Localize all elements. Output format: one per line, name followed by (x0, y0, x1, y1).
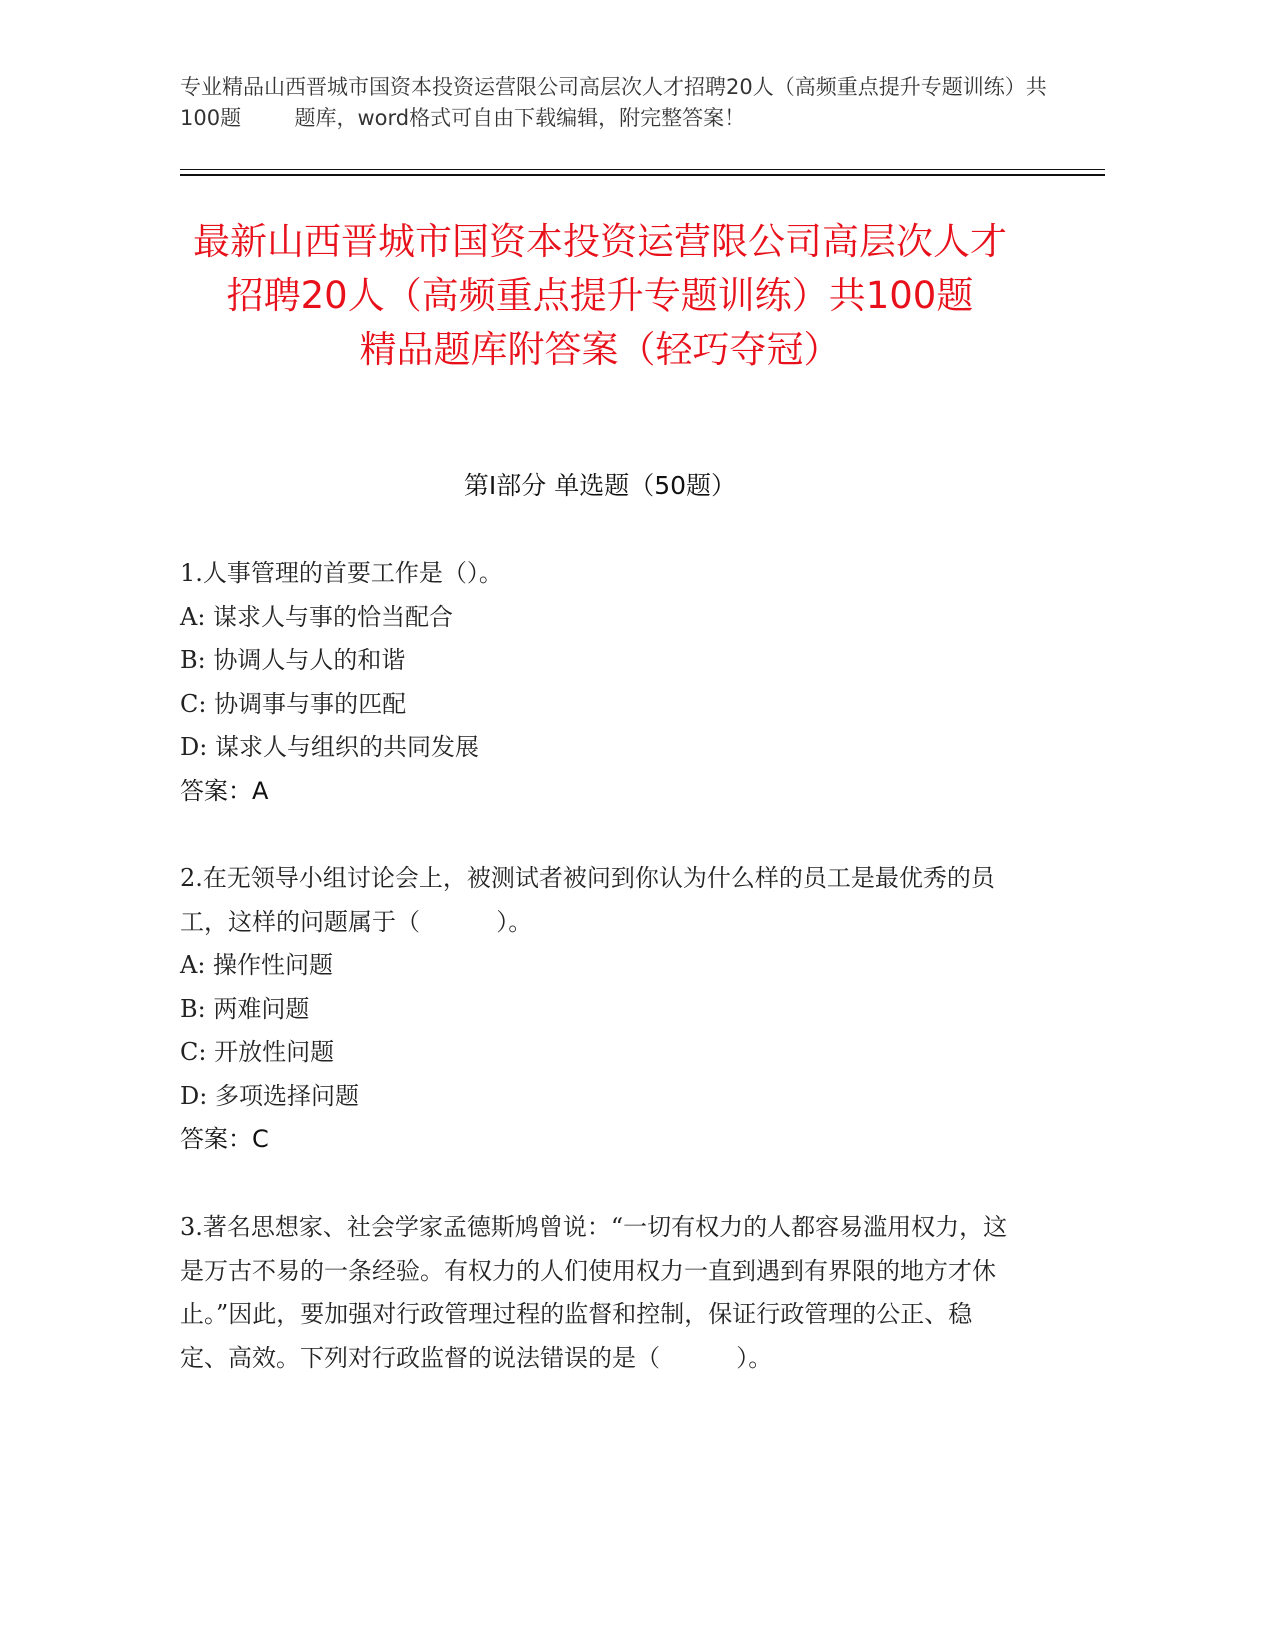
option-c: C: 开放性问题 (180, 1038, 335, 1066)
option-c: C: 协调事与事的匹配 (180, 689, 407, 718)
document-title: 最新山西晋城市国资本投资运营限公司高层次人才招聘20人（高频重点提升专题训练）共100题 精品题库附答案（轻巧夺冠） (193, 220, 1091, 371)
header-rule-thick (180, 174, 1105, 176)
option-a: A: 谋求人与事的恰当配合 (180, 602, 454, 631)
question-stem: 1.人事管理的首要工作是（）。 (180, 559, 503, 587)
question-stem: 2.在无领导小组讨论会上，被测试者被问到你认为什么样的员工是最优秀的员工，这样的问题属于（ ）。 (180, 864, 995, 936)
option-d: D: 谋求人与组织的共同发展 (180, 733, 479, 761)
option-d: D: 多项选择问题 (180, 1081, 359, 1110)
header-note: 专业精品山西晋城市国资本投资运营限公司高层次人才招聘20人（高频重点提升专题训练）共100题 题库，word格式可自由下载编辑，附完整答案！ (180, 75, 1047, 130)
question-1 (180, 552, 1020, 813)
answer: 答案：A (180, 776, 269, 805)
question-stem: 3.著名思想家、社会学家孟德斯鸠曾说：“一切有权力的人都容易滥用权力，这是万古不易的一条经验。有权力的人们使用权力一直到遇到有界限的地方才休止。”因此，要加强对行政管理过程的监督和控制，保证行政管理的公正、稳定、高效。下列对行政监督的说法错误的是（ ）。 (180, 1213, 1008, 1372)
question-2 (180, 857, 1020, 1162)
question-3 (180, 1206, 1020, 1380)
answer: 答案：C (180, 1125, 269, 1153)
option-b: B: 协调人与人的和谐 (180, 646, 406, 674)
section-heading: 第Ⅰ部分 单选题（50题） (463, 471, 737, 500)
option-a: A: 操作性问题 (180, 951, 334, 979)
header-rule-thin (180, 169, 1105, 170)
option-b: B: 两难问题 (180, 994, 310, 1023)
